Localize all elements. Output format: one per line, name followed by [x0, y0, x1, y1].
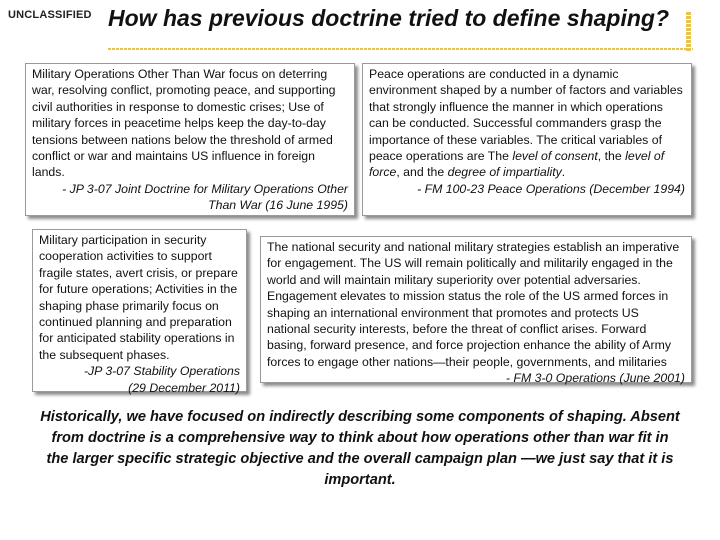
quote-text: The national security and national military strategies establish an imperative for engagement. The US will remain politically and militarily engaged in the world and will maintain military superiority over potential adversaries. Engagement elevates to mission status the role of the US armed forces in shaping an international environment that promotes and protects US national security interests, before the threat of conflict arises. Forward basing, forward presence, and force projection enhance the ability of Army forces to engage other nations—their people, governments, and militaries — [267, 240, 680, 369]
citation-line: -JP 3-07 Stability Operations — [83, 364, 240, 379]
citation-line: Than War (16 June 1995) — [208, 198, 348, 213]
quote-text-segment: , the — [597, 149, 626, 164]
quote-citation: - FM 3-0 Operations (June 2001) — [505, 371, 685, 386]
term-degree-of-impartiality: degree of impartiality — [447, 165, 562, 180]
accent-bar — [686, 12, 691, 52]
quote-text-segment: Peace operations are conducted in a dynamic environment shaped by a number of factors and variables that strongly influence the manner in which operations can be conducted. Successful commanders grasp the importance of these variables. The critical variables of peace operations are The — [369, 67, 683, 164]
citation-line: - JP 3-07 Joint Doctrine for Military Operations Other — [62, 181, 348, 196]
quote-text: Military participation in security cooperation activities to support fragile states, avert crisis, or prepare for future operations; Activities in the shaping phase primarily focus on continued planning and preparation for anticipated stability operations in the subsequent phases. — [39, 233, 238, 362]
term-level-of-force: level of force — [369, 149, 665, 180]
quote-citation: - FM 100-23 Peace Operations (December 1994) — [417, 181, 685, 196]
title-underline — [108, 48, 693, 50]
quote-text-segment: , and the — [396, 165, 448, 180]
quote-text-segment: . — [561, 165, 566, 180]
summary-statement: Historically, we have focused on indirectly describing some components of shaping. Absent from doctrine is a comprehensive way to think about how operations other than war fit in the larger specific strategic objective and the overall campaign plan —we just say that it is important. — [40, 409, 680, 488]
quote-box-engagement — [260, 236, 692, 386]
quote-box-mootw — [25, 63, 355, 216]
quote-text — [369, 66, 685, 181]
quote-citation — [32, 181, 348, 214]
citation-line: (29 December 2011) — [128, 380, 240, 395]
quote-citation — [39, 363, 240, 396]
slide-title: How has previous doctrine tried to define shaping? — [108, 5, 670, 31]
quote-box-stability-operations — [32, 229, 247, 395]
quote-text: Military Operations Other Than War focus on deterring war, resolving conflict, promoting peace, and supporting civil authorities in response to domestic crises; Use of military forces in peacetime helps keep the day-to-day tensions between nations below the threshold of armed conflict or war and maintains US influence in foreign lands. — [32, 67, 336, 180]
classification-label: UNCLASSIFIED — [8, 9, 92, 21]
term-level-of-consent: level of consent — [512, 149, 598, 164]
quote-box-peace-operations — [362, 63, 692, 216]
